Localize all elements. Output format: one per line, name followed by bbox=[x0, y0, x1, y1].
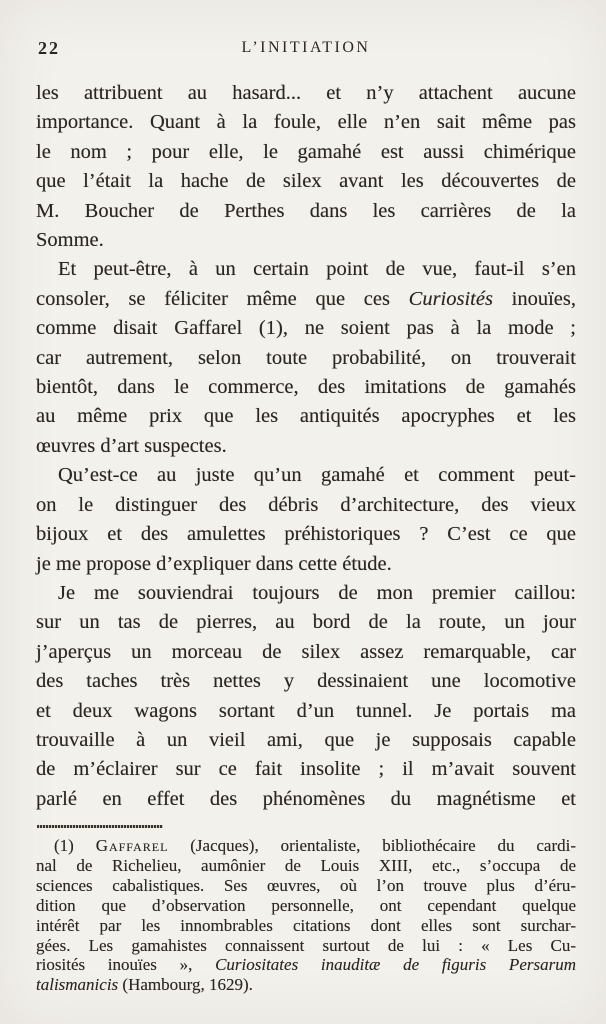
text-line: Qu’est-ce au juste qu’un gamahé et comment peut- bbox=[58, 464, 576, 487]
text-line: bijoux et des amulettes préhistoriques ? C’est ce que bbox=[36, 523, 576, 546]
text-line: trouvaille à un vieil ami, que je supposais capable bbox=[36, 728, 576, 751]
text-line: parlé en effet des phénomènes du magnétisme et bbox=[36, 787, 576, 810]
text-line: de m’éclairer sur ce fait insolite ; il m’avait souvent bbox=[36, 758, 576, 781]
text-line: les attribuent au hasard... et n’y attachent aucune bbox=[36, 82, 576, 104]
text-line: et deux wagons sortant d’un tunnel. Je portais ma bbox=[36, 699, 576, 722]
page-number: 22 bbox=[38, 38, 60, 58]
text-line: sciences cabalistiques. Ses œuvres, où l’on trouve plus d’éru- bbox=[36, 875, 576, 895]
text-line: intérêt par les innombrables citations dont elles sont surchar- bbox=[36, 915, 576, 935]
text-line: j’aperçus un morceau de silex assez remarquable, car bbox=[36, 640, 576, 663]
text-line: importance. Quant à la foule, elle n’en sait même pas bbox=[36, 111, 576, 134]
text-line: œuvres d’art suspectes. bbox=[36, 434, 227, 457]
paragraph bbox=[36, 255, 576, 461]
paragraph bbox=[36, 836, 576, 995]
footnote bbox=[36, 836, 576, 995]
text-line: comme disait Gaffarel (1), ne soient pas à la mode ; bbox=[36, 317, 576, 340]
text-line: (1) Gaffarel (Jacques), orientaliste, bibliothécaire du cardi- bbox=[54, 836, 576, 855]
text-line: M. Boucher de Perthes dans les carrières de la bbox=[36, 199, 576, 222]
text-line: des taches très nettes y dessinaient une locomotive bbox=[36, 670, 576, 693]
text-line: dition que d’observation personnelle, ont cependant quelque bbox=[36, 895, 576, 915]
body-text bbox=[36, 79, 576, 814]
page-header bbox=[36, 38, 576, 64]
text-line: sur un tas de pierres, au bord de la route, un jour bbox=[36, 611, 576, 634]
text-line: bientôt, dans le commerce, des imitations de gamahés bbox=[36, 376, 576, 399]
text-line: le nom ; pour elle, le gamahé est aussi chimérique bbox=[36, 140, 576, 163]
text-line: riosités inouïes », Curiositates inauditæ de figuris Persarum bbox=[36, 955, 576, 975]
text-line: au même prix que les antiquités apocryphes et les bbox=[36, 405, 576, 428]
text-line: Somme. bbox=[36, 229, 104, 252]
footnote-separator-rule bbox=[37, 825, 163, 828]
text-line: gées. Les gamahistes connaissent surtout de lui : « Les Cu- bbox=[36, 935, 576, 955]
text-line: consoler, se féliciter même que ces Curiosités inouïes, bbox=[36, 287, 576, 310]
paragraph bbox=[36, 79, 576, 255]
paragraph bbox=[36, 461, 576, 579]
text-line: que l’était la hache de silex avant les découvertes de bbox=[36, 170, 576, 193]
paragraph bbox=[36, 579, 576, 814]
text-line: talismanicis (Hambourg, 1629). bbox=[36, 975, 253, 995]
text-line: je me propose d’expliquer dans cette étude. bbox=[36, 552, 392, 575]
text-line: nal de Richelieu, aumônier de Louis XIII, etc., s’occupa de bbox=[36, 855, 576, 875]
text-line: Je me souviendrai toujours de mon premier caillou: bbox=[58, 581, 576, 604]
text-line: Et peut-être, à un certain point de vue, faut-il s’en bbox=[58, 258, 576, 281]
text-line: on le distinguer des débris d’architecture, des vieux bbox=[36, 493, 576, 516]
running-title: L’INITIATION bbox=[241, 39, 371, 56]
text-line: car autrement, selon toute probabilité, on trouverait bbox=[36, 346, 576, 369]
